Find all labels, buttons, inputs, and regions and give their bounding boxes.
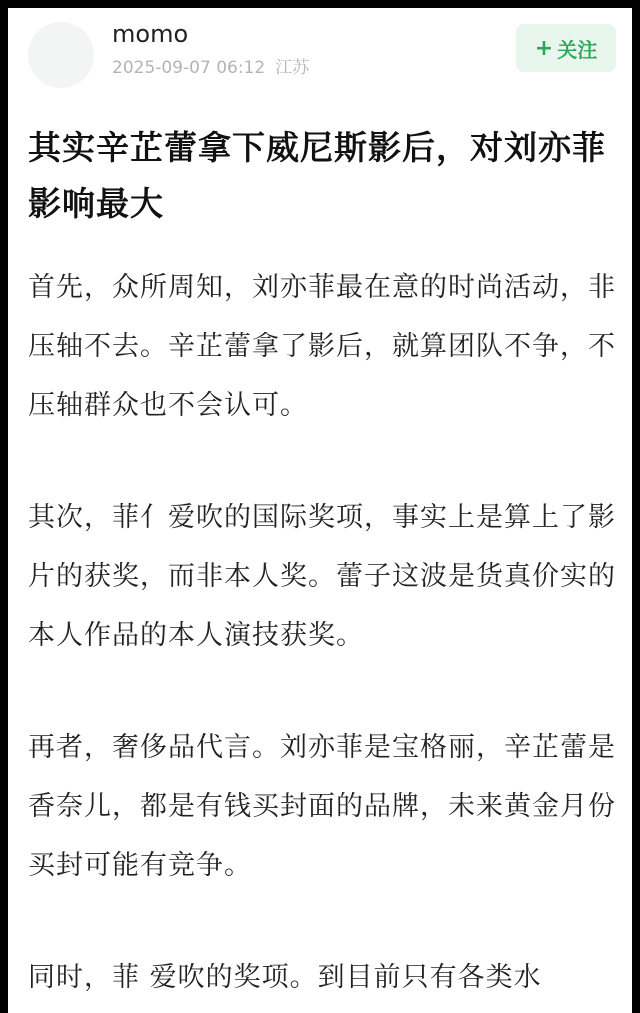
paragraph: 同时，菲 爱吹的奖项。到目前只有各类水 bbox=[28, 962, 542, 993]
location: 江苏 bbox=[275, 58, 310, 78]
post-title: 其实辛芷蕾拿下威尼斯影后，对刘亦菲影响最大 bbox=[28, 128, 606, 223]
follow-button[interactable] bbox=[516, 24, 616, 72]
post-meta bbox=[112, 56, 309, 80]
paragraph: 首先，众所周知，刘亦菲最在意的时尚活动，非压轴不去。辛芷蕾拿了影后，就算团队不争，不压轴群众也不会认可。 bbox=[28, 272, 616, 421]
avatar[interactable] bbox=[28, 22, 94, 88]
post-screen bbox=[8, 8, 632, 1013]
post-header bbox=[8, 8, 632, 104]
follow-label: 关注 bbox=[557, 37, 598, 62]
paragraph: 其次，菲亻爱吹的国际奖项，事实上是算上了影片的获奖，而非本人奖。蕾子这波是货真价实的本人作品的本人演技获奖。 bbox=[28, 502, 616, 651]
username[interactable]: momo bbox=[112, 20, 189, 48]
post-body bbox=[28, 258, 618, 1013]
plus-icon: + bbox=[534, 35, 554, 61]
timestamp: 2025-09-07 06:12 bbox=[112, 58, 266, 78]
paragraph: 再者，奢侈品代言。刘亦菲是宝格丽，辛芷蕾是香奈儿，都是有钱买封面的品牌，未来黄金月份买封可能有竞争。 bbox=[28, 732, 616, 881]
